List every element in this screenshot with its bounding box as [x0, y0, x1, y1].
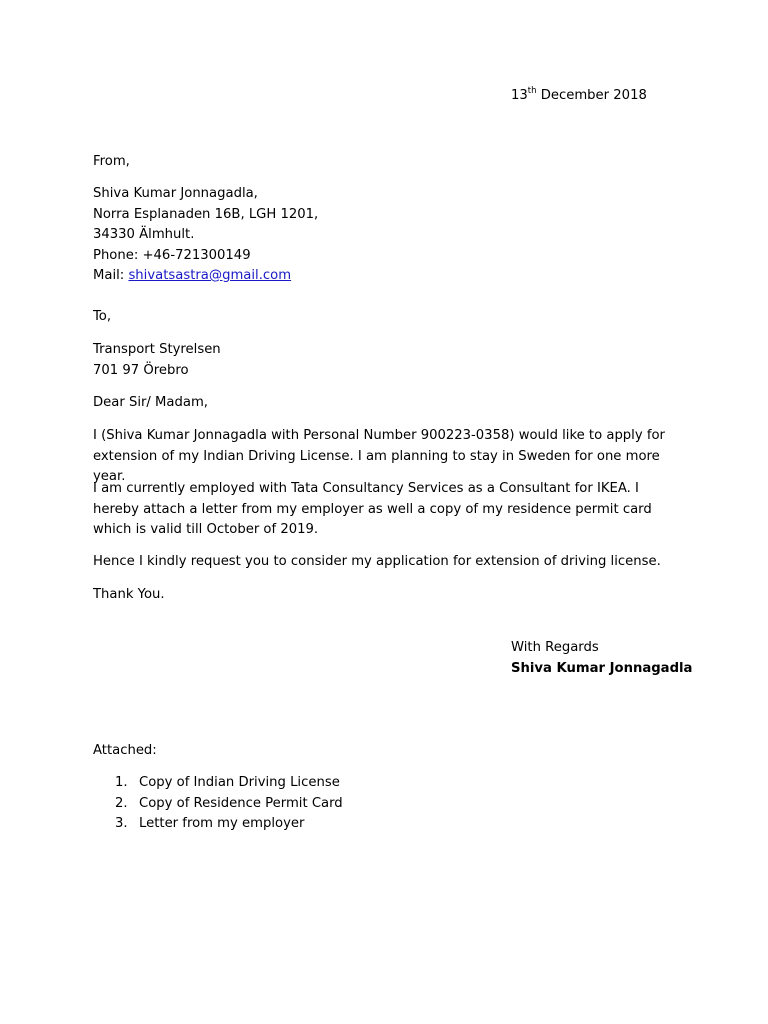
body-paragraph-4: Thank You. — [93, 587, 165, 602]
sender-mail-label: Mail: — [93, 268, 129, 283]
list-item-number: 2. — [115, 795, 128, 811]
from-heading — [93, 152, 693, 173]
list-item — [93, 794, 343, 815]
body-paragraph-2: I am currently employed with Tata Consultancy Services as a Consultant for IKEA. I hereby attach a letter from my employer as well a copy of my residence permit card which is valid till October of 2019. — [93, 481, 652, 537]
sender-phone: Phone: +46-721300149 — [93, 247, 251, 263]
to-heading — [93, 307, 693, 328]
sender-name: Shiva Kumar Jonnagadla, — [93, 186, 258, 201]
date-suffix: th — [527, 85, 537, 96]
list-item-text: Copy of Indian Driving License — [139, 775, 340, 790]
list-item — [93, 814, 343, 835]
recipient-org: Transport Styrelsen — [93, 342, 221, 357]
attachments-list — [93, 773, 343, 835]
list-item-text: Letter from my employer — [139, 816, 305, 831]
salutation-text: Dear Sir/ Madam, — [93, 395, 209, 410]
letter-date — [511, 86, 647, 107]
recipient-address: 701 97 Örebro — [93, 362, 189, 378]
sender-address-line2: 34330 Älmhult. — [93, 227, 195, 242]
from-heading-text: From, — [93, 154, 130, 169]
body-paragraph-1: I (Shiva Kumar Jonnagadla with Personal Number 900223-0358) would like to apply for extension of my Indian Driving License. I am planning to stay in Sweden for one more year. — [93, 428, 665, 484]
list-item-number: 3. — [115, 816, 128, 831]
body-paragraph-3: Hence I kindly request you to consider my application for extension of driving license. — [93, 554, 661, 569]
to-heading-text: To, — [93, 309, 112, 324]
attached-heading — [93, 741, 693, 762]
sender-email-link[interactable]: shivatsastra@gmail.com — [128, 268, 292, 283]
closing-block — [511, 638, 692, 679]
salutation — [93, 393, 693, 414]
date-rest: December 2018 — [536, 88, 647, 103]
attached-heading-text: Attached: — [93, 743, 157, 758]
date-day: 13 — [511, 88, 528, 103]
closing-regards: With Regards — [511, 640, 599, 655]
sender-address-block — [93, 184, 693, 287]
recipient-address-block — [93, 340, 693, 381]
closing-signature-name: Shiva Kumar Jonnagadla — [511, 660, 693, 676]
list-item-number: 1. — [115, 775, 128, 790]
sender-address-line1: Norra Esplanaden 16B, LGH 1201, — [93, 206, 319, 222]
sender-mail-line — [93, 266, 693, 287]
list-item — [93, 773, 343, 794]
list-item-text: Copy of Residence Permit Card — [139, 795, 343, 811]
